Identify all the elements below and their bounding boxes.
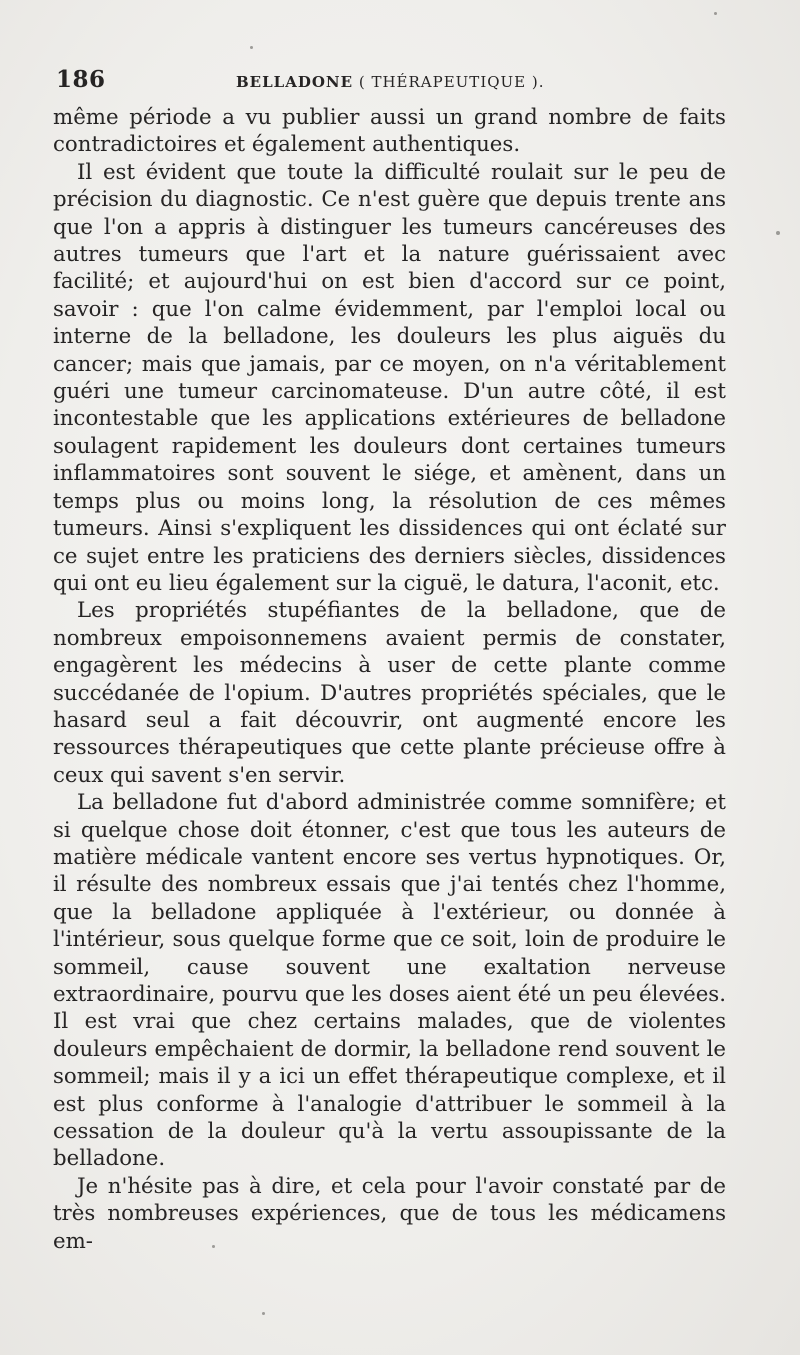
paragraph-diagnostic: Il est évident que toute la difficulté roulait sur le peu de précision du diagnostic. Ce n'est guère que depuis trente ans que l'on a appris à distinguer les tumeurs cancéreuses des autres tumeurs que l'art et la nature guérissaient avec facilité; et aujourd'hui on est bien d'accord sur ce point, savoir : que l'on calme évidemment, par l'emploi local ou interne de la belladone, les douleurs les plus aiguës du cancer; mais que jamais, par ce moyen, on n'a véritablement guéri une tumeur carcinomateuse. D'un autre côté, il est incontestable que les applications extérieures de belladone soulagent rapidement les douleurs dont certaines tumeurs inflammatoires sont souvent le siége, et amènent, dans un temps plus ou moins long, la résolution de ces mêmes tumeurs. Ainsi s'expliquent les dissidences qui ont éclaté sur ce sujet entre les praticiens des derniers siècles, dissidences qui ont eu lieu également sur la ciguë, le datura, l'aconit, etc.	[53, 159, 726, 596]
paragraph-continuation: même période a vu publier aussi un grand nombre de faits contradictoires et également authentiques.	[53, 105, 726, 158]
running-title-sub: ( THÉRAPEUTIQUE ).	[358, 73, 545, 91]
scan-speck	[250, 46, 253, 49]
body-text	[53, 104, 726, 1255]
scan-speck	[776, 231, 780, 235]
paragraph-stupefying-properties: Les propriétés stupéfiantes de la belladone, que de nombreux empoisonnemens avaient permis de constater, engagèrent les médecins à user de cette plante comme succédanée de l'opium. D'autres propriétés spéciales, que le hasard seul a fait découvrir, ont augmenté encore les ressources thérapeutiques que cette plante précieuse offre à ceux qui savent s'en servir.	[53, 598, 726, 788]
page-number: 186	[56, 66, 106, 93]
paragraph-somnifere: La belladone fut d'abord administrée comme somnifère; et si quelque chose doit étonner, c'est que tous les auteurs de matière médicale vantent encore ses vertus hypnotiques. Or, il résulte des nombreux essais que j'ai tentés chez l'homme, que la belladone appliquée à l'extérieur, ou donnée à l'intérieur, sous quelque forme que ce soit, loin de produire le sommeil, cause souvent une exaltation nerveuse extraordinaire, pourvu que les doses aient été un peu élevées. Il est vrai que chez certains malades, que de violentes douleurs empêchaient de dormir, la belladone rend souvent le sommeil; mais il y a ici un effet thérapeutique complexe, et il est plus conforme à l'analogie d'attribuer le sommeil à la cessation de la douleur qu'à la vertu assoupissante de la belladone.	[53, 790, 727, 1172]
scan-speck	[262, 1312, 265, 1315]
running-title-main: BELLADONE	[236, 73, 354, 91]
scan-speck	[714, 12, 717, 15]
paragraph-experiences: Je n'hésite pas à dire, et cela pour l'avoir constaté par de très nombreuses expériences, que de tous les médicamens em-	[53, 1173, 726, 1254]
scan-speck	[212, 1245, 215, 1248]
running-title	[236, 73, 545, 91]
running-header	[56, 66, 736, 98]
